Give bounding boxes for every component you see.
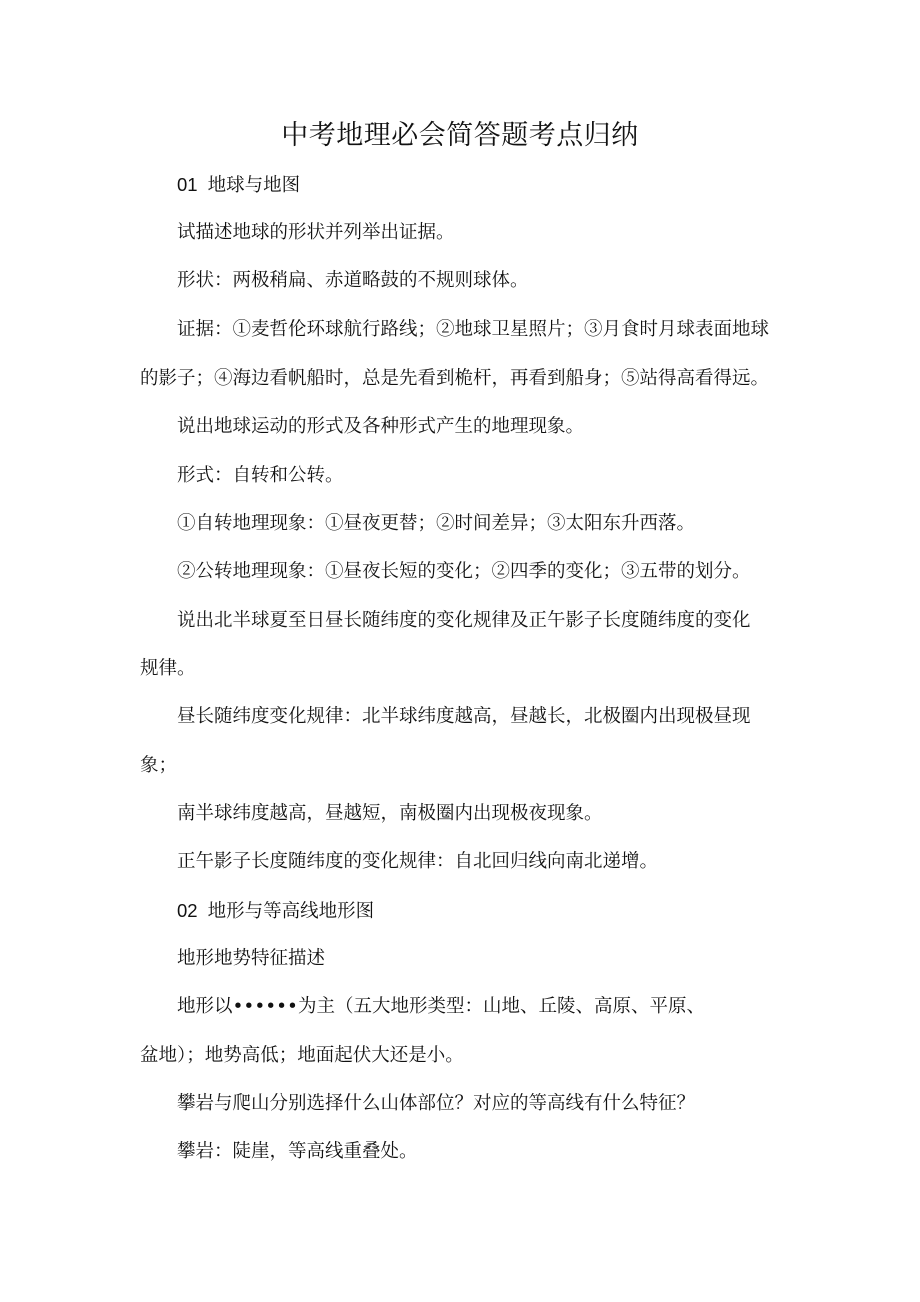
- question-earth-shape: 试描述地球的形状并列举出证据。: [177, 222, 455, 243]
- question-solstice-line-2: 规律。: [140, 658, 196, 679]
- answer-terrain-line-1: 地形以••••••为主（五大地形类型：山地、丘陵、高原、平原、: [177, 996, 705, 1017]
- section-heading-earth-and-map: [177, 171, 817, 199]
- section-number: 01: [177, 174, 198, 195]
- section-label: 地球与地图: [207, 174, 301, 195]
- section-heading-terrain: [177, 897, 817, 925]
- answer-earth-shape: 形状：两极稍扁、赤道略鼓的不规则球体。: [177, 270, 529, 291]
- question-terrain-features: 地形地势特征描述: [177, 948, 326, 969]
- answer-evidence-line-2: 的影子；④海边看帆船时，总是先看到桅杆，再看到船身；⑤站得高看得远。: [140, 368, 770, 389]
- section-label: 地形与等高线地形图: [207, 900, 375, 921]
- page-title: 中考地理必会简答题考点归纳: [281, 120, 639, 151]
- answer-evidence-line-1: 证据：①麦哲伦环球航行路线；②地球卫星照片；③月食时月球表面地球: [177, 319, 770, 340]
- answer-revolution-phenomena: ②公转地理现象：①昼夜长短的变化；②四季的变化；③五带的划分。: [177, 561, 751, 582]
- answer-rock-climbing: 攀岩：陡崖，等高线重叠处。: [177, 1141, 418, 1162]
- answer-daylength-line-2: 象；: [140, 755, 178, 776]
- question-earth-motion: 说出地球运动的形式及各种形式产生的地理现象。: [177, 416, 585, 437]
- answer-noon-shadow: 正午影子长度随纬度的变化规律：自北回归线向南北递增。: [177, 851, 659, 872]
- question-solstice-line-1: 说出北半球夏至日昼长随纬度的变化规律及正午影子长度随纬度的变化: [177, 610, 751, 631]
- answer-daylength-south: 南半球纬度越高，昼越短，南极圈内出现极夜现象。: [177, 803, 603, 824]
- answer-daylength-line-1: 昼长随纬度变化规律：北半球纬度越高，昼越长，北极圈内出现极昼现: [177, 706, 751, 727]
- answer-motion-form: 形式：自转和公转。: [177, 465, 344, 486]
- question-climbing: 攀岩与爬山分别选择什么山体部位？对应的等高线有什么特征？: [177, 1093, 696, 1114]
- answer-rotation-phenomena: ①自转地理现象：①昼夜更替；②时间差异；③太阳东升西落。: [177, 513, 696, 534]
- section-number: 02: [177, 900, 198, 921]
- answer-terrain-line-2: 盆地）；地势高低；地面起伏大还是小。: [140, 1045, 464, 1066]
